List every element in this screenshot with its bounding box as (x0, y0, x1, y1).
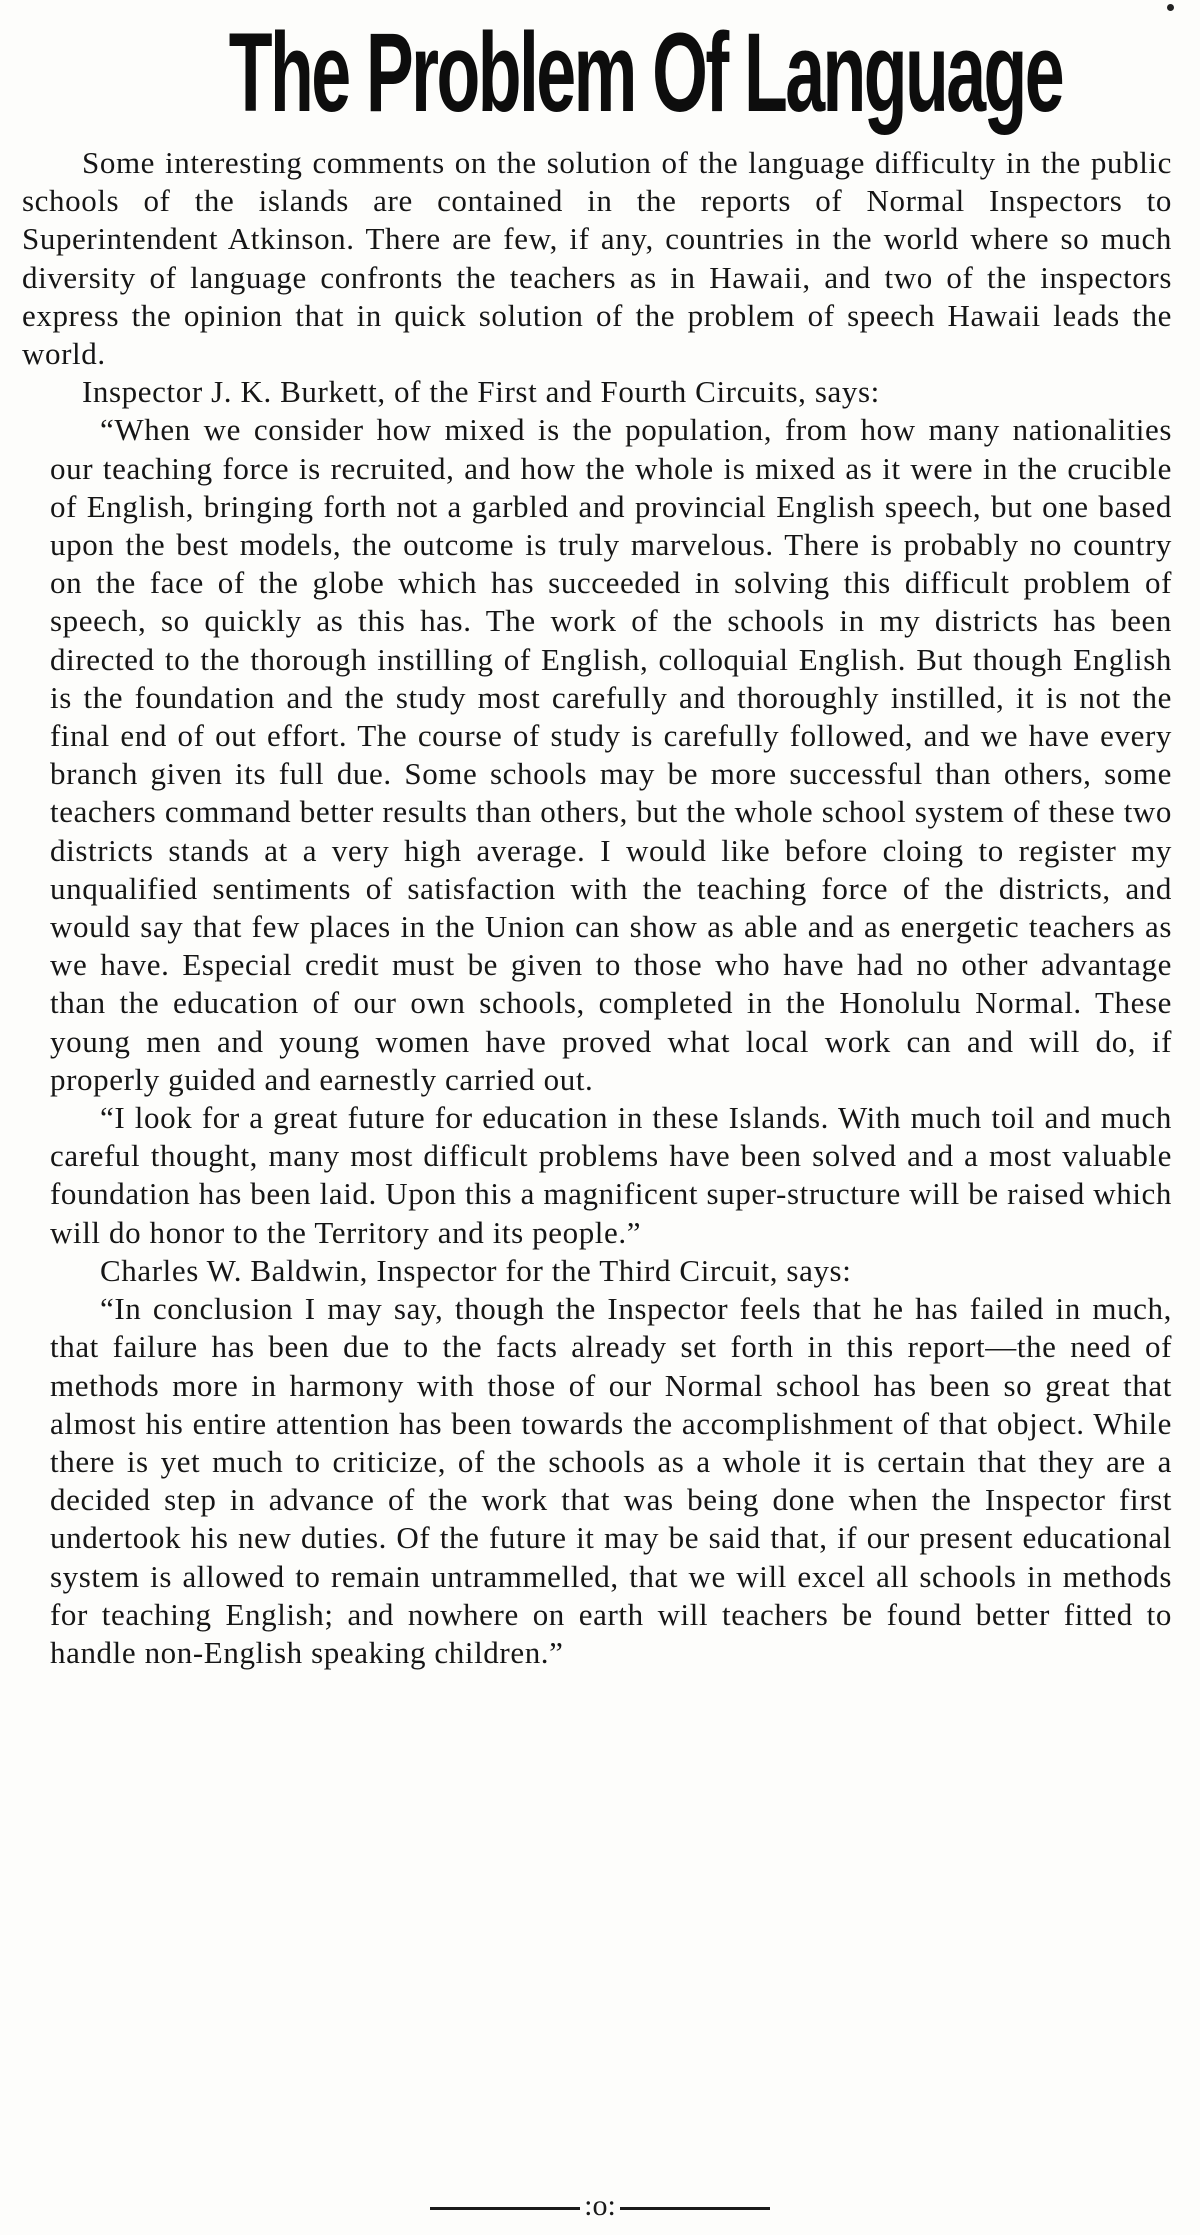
divider-rule-right (620, 2207, 770, 2210)
divider-rule-left (430, 2207, 580, 2210)
article-paragraph-burkett-attribution: Inspector J. K. Burkett, of the First and Fourth Circuits, says: (82, 374, 880, 410)
ink-speck (1167, 4, 1174, 11)
divider-ornament: :o: (584, 2189, 616, 2222)
section-divider (0, 2188, 1200, 2224)
article-headline: The Problem Of Language (228, 10, 1063, 135)
article-paragraph-baldwin-attribution: Charles W. Baldwin, Inspector for the Third Circuit, says: (100, 1252, 852, 1288)
article-paragraph-baldwin-quote: “In conclusion I may say, though the Inspector feels that he has failed in much, that failure has been due to the facts already set forth in this report—the need of methods more in harmony with those of our Normal school has been so great that almost his entire attention has been towards the accomplishment of that object. While there is yet much to criticize, of the schools as a whole it is certain that they are a decided step in advance of the work that was being done when the Inspector first undertook his new duties. Of the future it may be said that, if our present educational system is allowed to remain untrammelled, that we will excel all schools in methods for teaching English; and nowhere on earth will teachers be found better fitted to handle non-English speaking children.” (50, 1291, 1172, 1670)
article-paragraph-burkett-quote-continued: “I look for a great future for education in these Islands. With much toil and much careful thought, many most difficult problems have been solved and a most valuable foundation has been laid. Upon this a magnificent super-structure will be raised which will do honor to the Territory and its people.” (50, 1100, 1172, 1250)
article-paragraph-intro: Some interesting comments on the solution of the language difficulty in the public schools of the islands are contained in the reports of Normal Inspectors to Superintendent Atkinson. There are few, if any, countries in the world where so much diversity of language confronts the teachers as in Hawaii, and two of the inspectors express the opinion that in quick solution of the problem of speech Hawaii leads the world. (22, 145, 1172, 372)
article-body (22, 144, 1172, 1672)
article-paragraph-burkett-quote: “When we consider how mixed is the population, from how many nationalities our teaching force is recruited, and how the whole is mixed as it were in the crucible of English, bringing forth not a garbled and provincial English speech, but one based upon the best models, the outcome is truly marvelous. There is probably no country on the face of the globe which has succeeded in solving this difficult problem of speech, so quickly as this has. The work of the schools in my districts has been directed to the thorough instilling of English, colloquial English. But though English is the foundation and the study most carefully and thoroughly instilled, it is not the final end of out effort. The course of study is carefully followed, and we have every branch given its full due. Some schools may be more successful than others, some teachers command better results than others, but the whole school system of these two districts stands at a very high average. I would like before cloing to register my unqualified sentiments of satisfaction with the teaching force of the districts, and would say that few places in the Union can show as able and as energetic teachers as we have. Especial credit must be given to those who have had no other advantage than the education of our own schools, completed in the Honolulu Normal. These young men and young women have proved what local work can and will do, if properly guided and earnestly carried out. (50, 412, 1172, 1097)
